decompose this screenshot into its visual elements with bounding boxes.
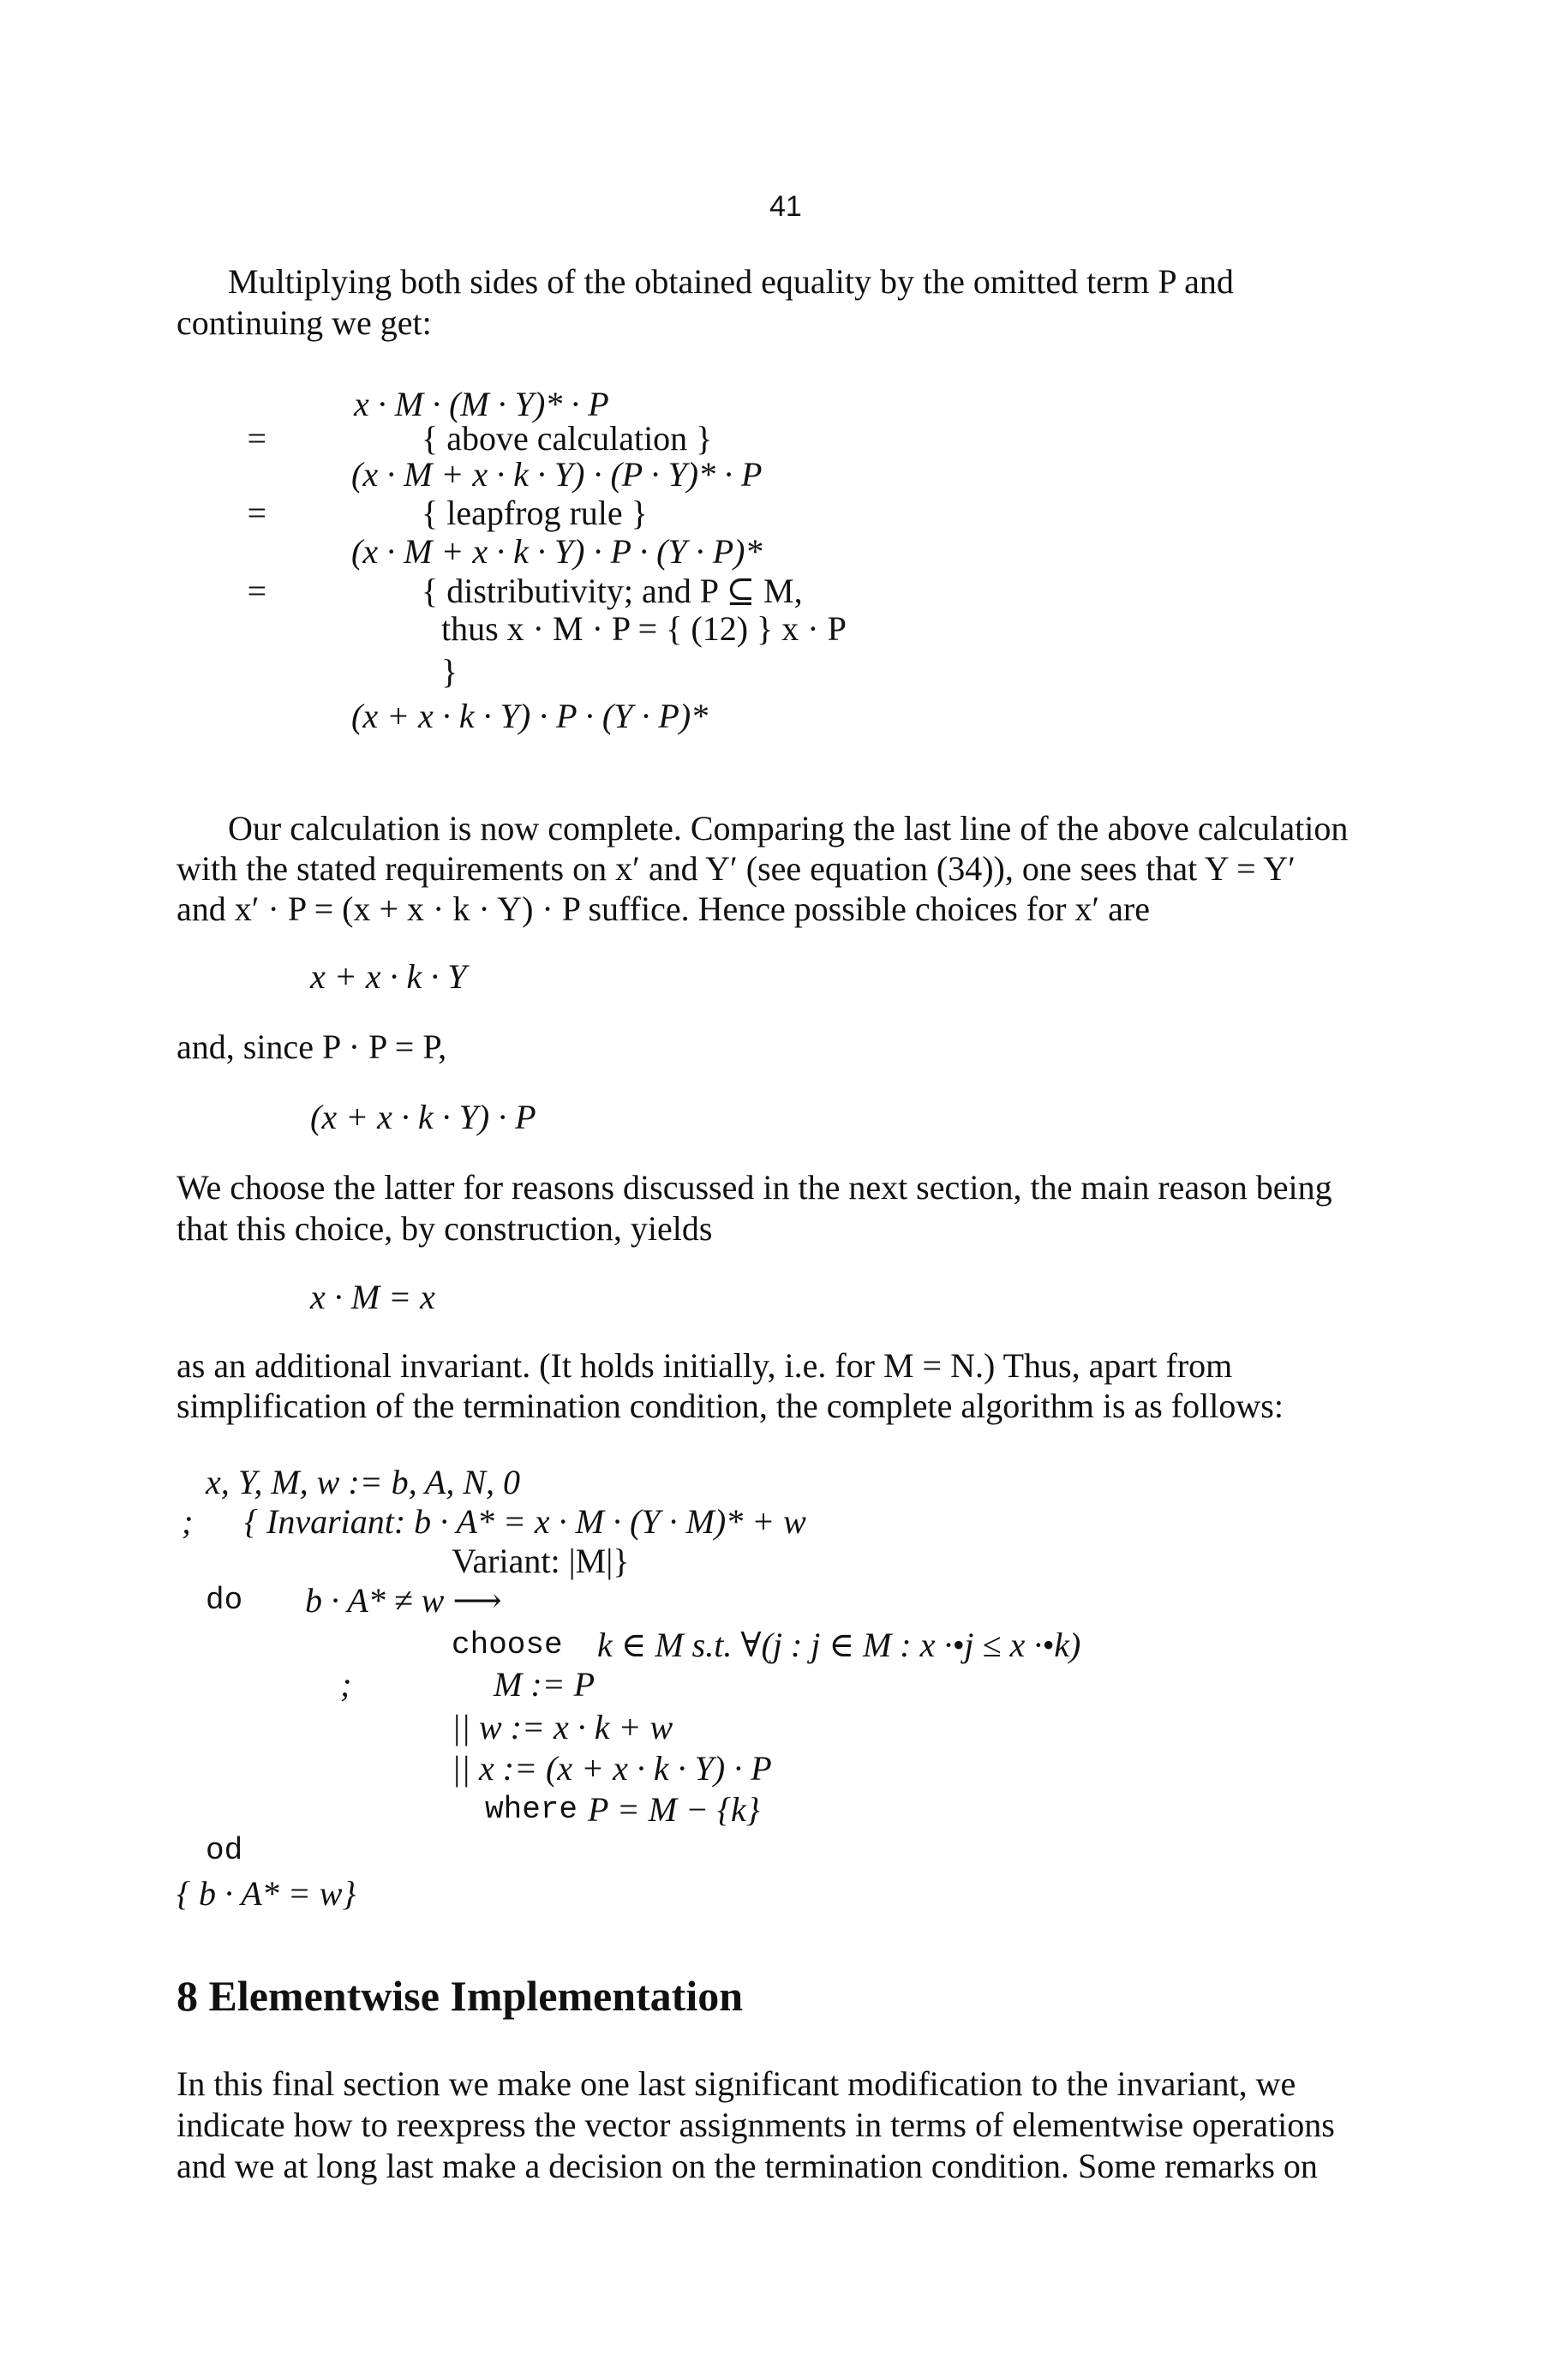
keyword-od: od [206,1833,243,1868]
equals-sign: = [245,494,268,532]
calc-term: x · M · (M · Y)* · P [354,385,609,423]
text-line: and, since P · P = P, [177,1027,447,1066]
text-line: Multiplying both sides of the obtained equality by the omitted term P and [228,262,1234,301]
algo-line: Variant: |M|} [452,1542,630,1580]
text-line: simplification of the termination condition, the complete algorithm is as follows: [177,1387,1284,1425]
text-line: continuing we get: [177,303,432,342]
calc-hint: } [441,652,458,691]
calc-hint: thus x · M · P = { (12) } x · P [441,609,847,648]
algo-line: k ∈ M s.t. ∀(j : j ∈ M : x ·•j ≤ x ·•k) [597,1626,1081,1664]
algo-line: { b · A* = w} [177,1874,356,1913]
text-line: In this final section we make one last significant modification to the invariant, we [177,2064,1296,2103]
section-heading: 8 Elementwise Implementation [177,1972,744,2020]
text-line: Our calculation is now complete. Comparing the last line of the above calculation [228,809,1349,848]
formula-choice-1: x + x · k · Y [310,957,467,996]
algo-line: || w := x · k + w [452,1708,673,1746]
keyword-choose: choose [452,1627,563,1662]
text-line: as an additional invariant. (It holds initially, i.e. for M = N.) Thus, apart from [177,1346,1233,1385]
algo-line: || x := (x + x · k · Y) · P [452,1749,772,1788]
algo-line: x, Y, M, w := b, A, N, 0 [206,1463,521,1501]
text-line: We choose the latter for reasons discussed in the next section, the main reason being [177,1168,1332,1207]
calc-hint: { leapfrog rule } [422,494,648,532]
text-line: with the stated requirements on x′ and Y′ (see equation (34)), one sees that Y = Y′ [177,849,1296,888]
keyword-where: where [485,1792,578,1827]
calc-term: (x · M + x · k · Y) · P · (Y · P)* [351,532,763,571]
page-number: 41 [769,190,802,223]
text-line: that this choice, by construction, yields [177,1209,713,1248]
calc-term: (x + x · k · Y) · P · (Y · P)* [351,697,709,735]
equals-sign: = [245,572,268,610]
calc-hint: { above calculation } [422,419,713,458]
text-line: indicate how to reexpress the vector assignments in terms of elementwise operations [177,2105,1335,2144]
calc-term: (x · M + x · k · Y) · (P · Y)* · P [351,455,763,494]
text-line: and x′ · P = (x + x · k · Y) · P suffice. Hence possible choices for x′ are [177,890,1150,928]
algo-line: { Invariant: b · A* = x · M · (Y · M)* + w [244,1502,806,1541]
calc-hint: { distributivity; and P ⊆ M, [422,572,803,610]
algo-semicolon: ; [182,1502,194,1541]
algo-semicolon: ; [340,1665,352,1704]
text-line: and we at long last make a decision on the termination condition. Some remarks on [177,2147,1318,2185]
algo-line: b · A* ≠ w ⟶ [305,1581,502,1620]
formula-choice-2: (x + x · k · Y) · P [310,1098,536,1136]
equals-sign: = [245,419,268,458]
formula-invariant: x · M = x [310,1278,435,1316]
algo-line: P = M − {k} [588,1790,760,1829]
algo-line: M := P [494,1665,595,1704]
keyword-do: do [206,1583,243,1618]
